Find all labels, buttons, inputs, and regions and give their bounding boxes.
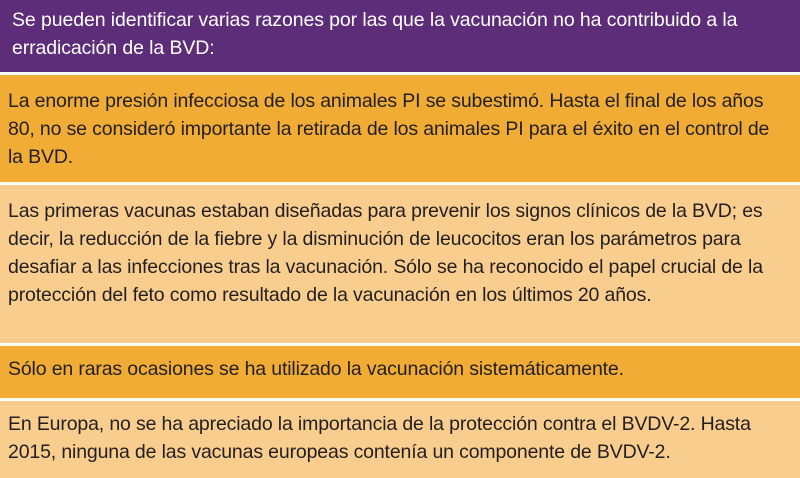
reason-item: [0, 75, 800, 182]
header-text: Se pueden identificar varias razones por las que la vacunación no ha contribuido a la erradicación de la BVD:: [12, 9, 738, 59]
reason-item: [0, 185, 800, 343]
reason-text: La enorme presión infecciosa de los animales PI se subestimó. Hasta el final de los años 80, no se consideró importante la retirada de los animales PI para el éxito en el control de la BVD.: [8, 90, 770, 168]
box-header: [0, 0, 800, 72]
reason-text: Las primeras vacunas estaban diseñadas para prevenir los signos clínicos de la BVD; es decir, la reducción de la fiebre y la disminución de leucocitos eran los parámetros para desafiar a las infecciones tras la vacunación. Sólo se ha reconocido el papel crucial de la protección del feto como resultado de la vacunación en los últimos 20 años.: [8, 200, 763, 306]
reason-item: [0, 401, 800, 478]
reason-text: En Europa, no se ha apreciado la importancia de la protección contra el BVDV-2. Hasta 2015, ninguna de las vacunas europeas contenía un componente de BVDV-2.: [8, 413, 751, 463]
reason-item: [0, 346, 800, 398]
reason-text: Sólo en raras ocasiones se ha utilizado la vacunación sistemáticamente.: [8, 358, 624, 380]
